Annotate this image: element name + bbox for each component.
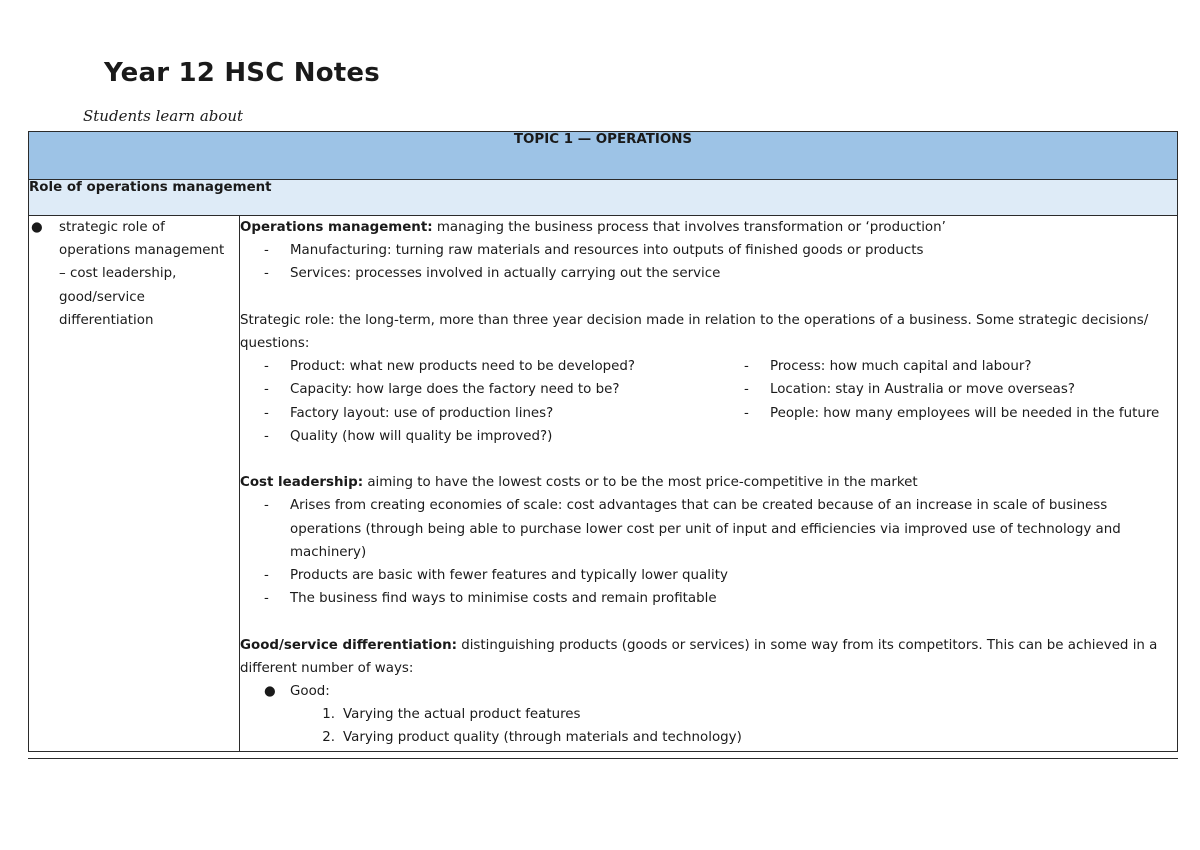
list-item-text: Capacity: how large does the factory need to be? bbox=[290, 382, 620, 398]
dash-icon: - bbox=[264, 243, 269, 259]
item-number: 2. bbox=[322, 730, 335, 746]
topic-heading: TOPIC 1 — OPERATIONS bbox=[29, 132, 1178, 180]
list-item bbox=[240, 425, 720, 448]
differentiation-line: different number of ways: bbox=[240, 660, 414, 676]
dash-icon: - bbox=[264, 405, 269, 421]
list-item bbox=[240, 262, 1177, 285]
list-item-text: Services: processes involved in actually carrying out the service bbox=[290, 266, 721, 282]
syllabus-line: strategic role of bbox=[59, 220, 165, 235]
ops-mgmt-definition bbox=[240, 216, 1177, 239]
list-item-text: Quality (how will quality be improved?) bbox=[290, 428, 553, 444]
list-item-text: Products are basic with fewer features and typically lower quality bbox=[290, 568, 728, 584]
list-item bbox=[240, 494, 1177, 564]
cost-leadership-term: Cost leadership: bbox=[240, 475, 364, 491]
item-number: 1. bbox=[322, 707, 335, 723]
syllabus-point bbox=[29, 216, 239, 332]
syllabus-line: differentiation bbox=[59, 312, 154, 328]
list-item-text: Factory layout: use of production lines? bbox=[290, 405, 554, 421]
list-item-line: operations (through being able to purchase lower cost per unit of input and efficiencies via improved use of technology and bbox=[290, 521, 1121, 537]
list-item-text: Good: bbox=[290, 684, 330, 700]
differentiation-def: distinguishing products (goods or services) in some way from its competitors. This can be achieved in a bbox=[456, 637, 1158, 653]
content-row bbox=[29, 216, 1178, 752]
list-item-line: machinery) bbox=[290, 544, 367, 560]
dash-icon: - bbox=[744, 359, 749, 375]
list-item bbox=[720, 355, 1177, 378]
list-item-text: People: how many employees will be needed in the future bbox=[770, 405, 1160, 421]
list-item bbox=[240, 402, 720, 425]
numbered-item bbox=[240, 703, 1177, 726]
ops-mgmt-def: managing the business process that involves transformation or ‘production’ bbox=[432, 220, 946, 235]
page-break-line bbox=[28, 758, 1178, 759]
list-item-text bbox=[290, 494, 1177, 564]
differentiation-term: Good/service differentiation: bbox=[240, 637, 457, 653]
list-item-text: Process: how much capital and labour? bbox=[770, 359, 1032, 375]
cost-leadership-def: aiming to have the lowest costs or to be the most price-competitive in the market bbox=[363, 475, 918, 491]
numbered-item-text: Varying the actual product features bbox=[343, 707, 581, 723]
list-item-text: Manufacturing: turning raw materials and resources into outputs of finished goods or products bbox=[290, 243, 924, 259]
strategic-role-line: questions: bbox=[240, 336, 310, 351]
dash-icon: - bbox=[264, 428, 269, 444]
numbered-item-text: Varying product quality (through materials and technology) bbox=[343, 730, 742, 746]
dash-icon: - bbox=[264, 382, 269, 398]
ops-mgmt-term: Operations management: bbox=[240, 220, 433, 235]
bullet-icon: ● bbox=[31, 220, 43, 235]
dash-icon: - bbox=[264, 359, 269, 375]
syllabus-line: good/service bbox=[59, 289, 145, 305]
list-item bbox=[240, 587, 1177, 610]
list-item bbox=[240, 680, 1177, 703]
bullet-icon: ● bbox=[264, 684, 276, 700]
list-item bbox=[240, 564, 1177, 587]
list-item bbox=[240, 355, 720, 378]
list-item-text: Product: what new products need to be developed? bbox=[290, 359, 636, 375]
list-item-line: Arises from creating economies of scale: cost advantages that can be created because of an increase in scale of business bbox=[290, 498, 1108, 514]
list-item bbox=[720, 378, 1177, 401]
dash-icon: - bbox=[264, 498, 269, 514]
dash-icon: - bbox=[264, 568, 269, 584]
syllabus-cell bbox=[29, 216, 240, 752]
list-item bbox=[240, 378, 720, 401]
strategic-questions-col-b bbox=[720, 355, 1177, 448]
topic-row bbox=[29, 132, 1178, 180]
section-row bbox=[29, 180, 1178, 216]
dash-icon: - bbox=[744, 382, 749, 398]
notes-cell bbox=[240, 216, 1178, 752]
page-subtitle: Students learn about bbox=[83, 107, 244, 125]
list-item bbox=[240, 239, 1177, 262]
numbered-item bbox=[240, 726, 1177, 749]
cost-leadership-definition bbox=[240, 471, 1177, 494]
strategic-questions bbox=[240, 355, 1177, 448]
strategic-role-line: Strategic role: the long-term, more than three year decision made in relation to the operations of a business. Some strategic decisions/ bbox=[240, 312, 1149, 328]
list-item-text: The business find ways to minimise costs and remain profitable bbox=[290, 591, 717, 607]
syllabus-text bbox=[59, 216, 224, 332]
dash-icon: - bbox=[744, 405, 749, 421]
strategic-questions-col-a bbox=[240, 355, 720, 448]
syllabus-line: operations management bbox=[59, 243, 225, 259]
list-item bbox=[720, 402, 1177, 425]
differentiation-definition bbox=[240, 634, 1177, 657]
section-heading: Role of operations management bbox=[29, 180, 1178, 216]
dash-icon: - bbox=[264, 266, 269, 282]
list-item-text: Location: stay in Australia or move overseas? bbox=[770, 382, 1075, 398]
dash-icon: - bbox=[264, 591, 269, 607]
page-title: Year 12 HSC Notes bbox=[104, 58, 380, 88]
notes-table bbox=[28, 131, 1178, 752]
syllabus-line: – cost leadership, bbox=[59, 266, 177, 282]
